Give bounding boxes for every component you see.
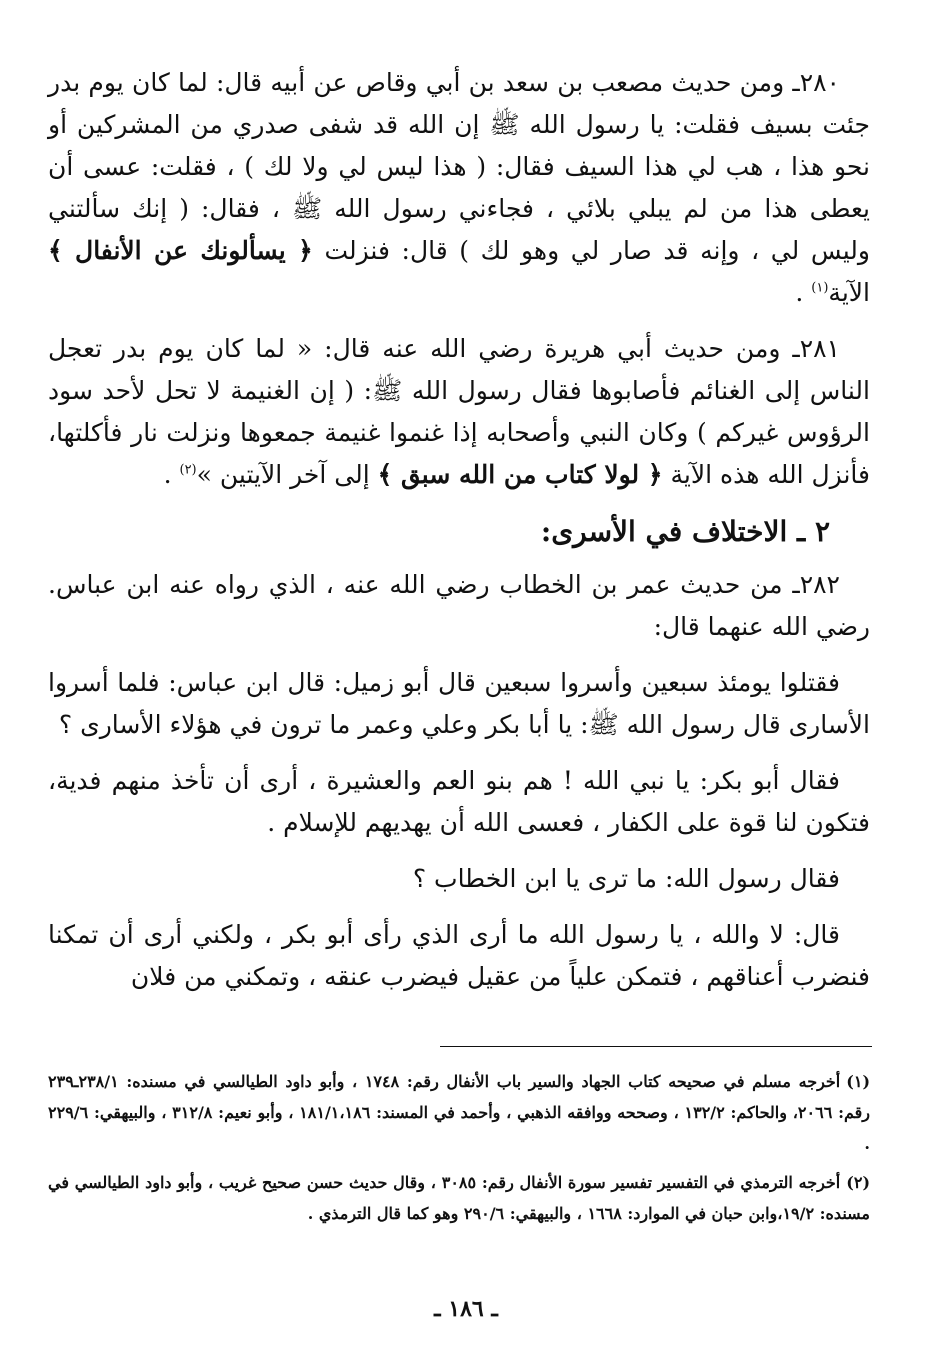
hadith-282: ٢٨٢ـ من حديث عمر بن الخطاب رضي الله عنه ، الذي رواه عنه ابن عباس. رضي الله عنهما قال: bbox=[48, 570, 870, 641]
paragraph-question-umar: فقال رسول الله: ما ترى يا ابن الخطاب ؟ bbox=[412, 864, 840, 893]
paragraph-captives: فقتلوا يومئذ سبعين وأسروا سبعين قال أبو زميل: قال ابن عباس: فلما أسروا الأسارى قال رسول الله ﷺ: يا أبا بكر وعلي وعمر ما ترون في هؤلاء الأسارى ؟ bbox=[48, 668, 870, 739]
section-heading: ٢ ـ الاختلاف في الأسرى: bbox=[540, 515, 830, 548]
hadith-281-text: ٢٨١ـ ومن حديث أبي هريرة رضي الله عنه قال: « لما كان يوم بدر تعجل الناس إلى الغنائم فأصابوها فقال رسول الله ﷺ: ( إن الغنيمة لا تحل لأحد سود الرؤوس غيركم ) وكان النبي وأصحابه إذا غنموا غنيمة جمعوها ونزلت نار فأكلتها، فأنزل الله هذه الآية bbox=[48, 334, 870, 489]
footnote-ref-2[interactable]: (٢) bbox=[179, 462, 197, 478]
footnote-2-text: أخرجه الترمذي في التفسير تفسير سورة الأنفال رقم: ٣٠٨٥ ، وقال حديث حسن صحيح غريب ، وأبو داود الطيالسي في مسنده: ١٩/٢،وابن حبان في الموارد: ١٦٦٨ ، والبيهقي: ٢٩٠/٦ وهو كما قال الترمذي . bbox=[48, 1173, 870, 1223]
page-body bbox=[48, 62, 870, 1012]
footnote-1 bbox=[48, 1066, 870, 1159]
footnote-1-text: أخرجه مسلم في صحيحه كتاب الجهاد والسير باب الأنفال رقم: ١٧٤٨ ، وأبو داود الطيالسي في مسنده: ٢٣٨/١ـ٢٣٩ رقم: ٢٠٦٦، والحاكم: ١٣٢/٢ ، وصححه ووافقه الذهبي ، وأحمد في المسند: ١٨١/١،١٨٦ ، وأبو نعيم: ٣١٢/٨ ، والبيهقي: ٢٢٩/٦ . bbox=[48, 1072, 870, 1153]
hadith-280 bbox=[48, 62, 870, 314]
hadith-281-end: . bbox=[163, 460, 180, 489]
paragraph-umar-reply: قال: لا والله ، يا رسول الله ما أرى الذي رأى أبو بكر ، ولكني أرى أن تمكنا فنضرب أعناقهم ، فتمكن علياً من عقيل فيضرب عنقه ، وتمكني من فلان bbox=[48, 920, 870, 991]
hadith-280-end: . bbox=[795, 278, 812, 307]
footnote-ref-1[interactable]: (١) bbox=[811, 280, 829, 296]
footnote-1-number: (١) bbox=[846, 1072, 871, 1091]
hadith-280-text: ٢٨٠ـ ومن حديث مصعب بن سعد بن أبي وقاص عن أبيه قال: لما كان يوم بدر جئت بسيف فقلت: يا رسول الله ﷺ إن الله قد شفى صدري من المشركين أو نحو هذا ، هب لي هذا السيف فقال: ( هذا ليس لي ولا لك ) ، فقلت: عسى أن يعطى هذا من لم يبلي بلائي ، فجاءني رسول الله ﷺ ، فقال: ( إنك سألتني وليس لي ، وإنه قد صار لي وهو لك ) قال: فنزلت bbox=[48, 68, 870, 265]
footnotes bbox=[48, 1066, 870, 1237]
footnote-2 bbox=[48, 1167, 870, 1229]
paragraph-abu-bakr: فقال أبو بكر: يا نبي الله ! هم بنو العم والعشيرة ، أرى أن تأخذ منهم فدية، فتكون لنا قوة على الكفار ، فعسى الله أن يهديهم للإسلام . bbox=[48, 766, 870, 837]
page-number: ـ ١٨٦ ـ bbox=[434, 1296, 498, 1322]
hadith-281-tail: إلى آخر الآيتين » bbox=[196, 460, 378, 489]
hadith-280-tail: الآية bbox=[828, 278, 870, 307]
footnote-divider bbox=[440, 1046, 872, 1047]
footnote-2-number: (٢) bbox=[846, 1173, 871, 1192]
quran-verse-lawla: ﴿ لولا كتاب من الله سبق ﴾ bbox=[377, 460, 663, 489]
quran-verse-anfal: ﴿ يسألونك عن الأنفال ﴾ bbox=[48, 236, 313, 265]
hadith-281 bbox=[48, 328, 870, 496]
